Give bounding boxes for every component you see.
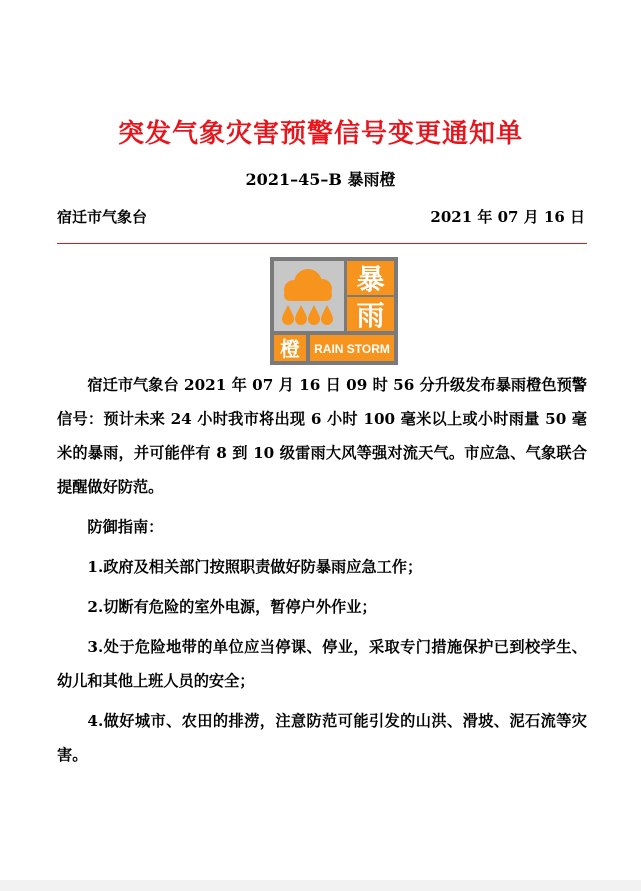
issue-date: 2021 年 07 月 16 日 — [430, 208, 585, 226]
signal-char-mid: 雨 — [356, 299, 385, 332]
notice-number: 2021–45–B 暴雨橙 — [245, 170, 396, 189]
guideline-item-1: 1.政府及相关部门按照职责做好防暴雨应急工作； — [87, 558, 423, 576]
header-divider — [57, 243, 587, 244]
guideline-item-4: 4.做好城市、农田的排涝，注意防范可能引发的山洪、滑坡、泥石流等灾害。 — [57, 712, 587, 764]
guide-heading: 防御指南： — [87, 518, 164, 536]
signal-char-top: 暴 — [356, 263, 385, 296]
signal-level-char: 橙 — [280, 337, 300, 361]
notice-title: 突发气象灾害预警信号变更通知单 — [117, 119, 523, 149]
guideline-item-3: 3.处于危险地带的单位应当停课、停业，采取专门措施保护已到校学生、幼儿和其他上班人员的安全； — [57, 638, 587, 690]
notice-body — [57, 368, 587, 778]
signal-label-en: RAIN STORM — [314, 342, 390, 356]
main-paragraph: 宿迁市气象台 2021 年 07 月 16 日 09 时 56 分升级发布暴雨橙色预警信号：预计未来 24 小时我市将出现 6 小时 100 毫米以上或小时雨量 50 毫米的暴雨，并可能伴有 8 到 10 级雷雨大风等强对流天气。市应急、气象联合提醒做好防范。 — [57, 376, 587, 496]
issuer-name: 宿迁市气象台 — [57, 208, 148, 226]
guideline-item-2: 2.切断有危险的室外电源，暂停户外作业； — [87, 598, 377, 616]
meta-row — [57, 205, 585, 229]
rainstorm-orange-signal-icon — [270, 257, 398, 365]
